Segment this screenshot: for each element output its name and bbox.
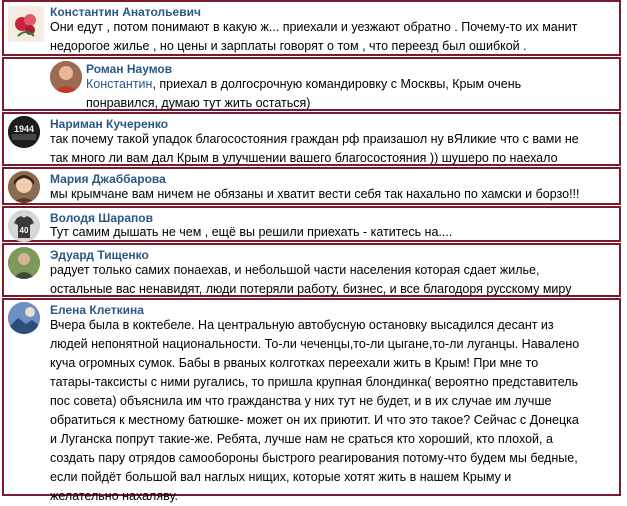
- comment-text: [50, 316, 579, 506]
- comment-text: [86, 75, 521, 113]
- comment-line: создать пару отрядов самообороны быстрого реагирования потому-что будем мы бедные,: [50, 451, 578, 465]
- rose-avatar-icon: [8, 6, 44, 42]
- comment-line: мы крымчане вам ничем не обязаны и хватит вести себя так нахально по хамски и борзо!!!: [50, 187, 580, 201]
- comment-author[interactable]: Эдуард Тищенко: [50, 248, 149, 262]
- comment-line: если пойдёт большой вал наглых нищих, которые хотят жить в нашем Крыму и: [50, 470, 512, 484]
- comment-author[interactable]: Роман Наумов: [86, 62, 173, 76]
- comment-line: обратиться к местному батюшке- может он их приютит. И что это такое? Сейчас с Донецка: [50, 413, 579, 427]
- person-avatar-icon: [8, 247, 40, 279]
- avatar[interactable]: [8, 116, 40, 148]
- comment-line: людей непонятной национальности. То-ли чеченцы,то-ли цыгане,то-ли луганцы. Навалено: [50, 337, 580, 351]
- avatar-badge-text: 1944: [13, 124, 35, 134]
- comment-text: [50, 223, 452, 242]
- avatar-badge-text: 40: [19, 226, 29, 235]
- comment-line: радует только самих понаехав, и небольшой части населения которая сдает жилье,: [50, 263, 540, 277]
- avatar[interactable]: [8, 247, 40, 279]
- comment-author[interactable]: Елена Клеткина: [50, 303, 144, 317]
- comment-card: [2, 298, 621, 503]
- person-avatar-icon: [50, 61, 82, 93]
- comment-text: [50, 130, 579, 168]
- comment-line: пос совета) объяснила им что гражданства у них тут не будет, и в их случае им лучше: [50, 394, 552, 408]
- person-avatar-icon: [8, 171, 40, 203]
- avatar[interactable]: [8, 171, 40, 203]
- comment-card: [2, 206, 621, 242]
- comment-text: [50, 261, 571, 299]
- comment-line: остальные вас ненавидят, люди потеряли работу, бизнес, и все благодоря русскому миру: [50, 282, 572, 296]
- comment-line: [86, 75, 521, 94]
- comment-card: [2, 243, 621, 297]
- landscape-avatar-icon: [8, 302, 40, 334]
- comment-card: [2, 0, 621, 56]
- comment-card: [2, 112, 621, 166]
- comment-line: Вчера была в коктебеле. На центральную автобусную остановку высадился десант из: [50, 318, 554, 332]
- comment-card-reply: [2, 57, 621, 111]
- comment-author[interactable]: Мария Джаббарова: [50, 172, 166, 186]
- comment-line: понравился, думаю тут жить остаться): [86, 96, 311, 110]
- comment-line: недорогое жилье , но цены и зарплаты говорят о том , что переезд был ошибкой .: [50, 39, 527, 53]
- avatar[interactable]: [50, 61, 82, 93]
- comment-line: Тут самим дышать не чем , ещё вы решили приехать - катитесь на....: [50, 225, 453, 239]
- year-badge-avatar-icon: [8, 116, 40, 148]
- tshirt-avatar-icon: [8, 210, 40, 242]
- comment-line: так почему такой упадок благосостояния граждан рф праизашол ну вЯликие что с вами не: [50, 132, 579, 146]
- comment-line: татары-таксисты с ними ругались, то пришла крупная блондинка( вероятно представитель: [50, 375, 579, 389]
- avatar[interactable]: [8, 302, 40, 334]
- comment-line: куча огромных сумок. Бабы в рваных колготках переехали жить в Крым! При мне то: [50, 356, 539, 370]
- comment-text: [50, 18, 577, 56]
- comment-line: желательно нахаляву.: [50, 489, 178, 503]
- comment-line: и Луганска попрут такие-же. Ребята, лучше нам не сраться кто хороший, кто плохой, а: [50, 432, 553, 446]
- comment-text: [50, 185, 580, 204]
- comment-line: так много ли вам дал Крым в улучшении вашего благосостояния )) шушеро по наехало: [50, 151, 558, 165]
- avatar[interactable]: [8, 6, 44, 42]
- avatar[interactable]: [8, 210, 40, 242]
- comment-author[interactable]: Нариман Кучеренко: [50, 117, 169, 131]
- comment-card: [2, 167, 621, 205]
- comment-line: Они едут , потом понимают в какую ж... приехали и уезжают обратно . Почему-то их манит: [50, 20, 578, 34]
- comment-author[interactable]: Константин Анатольевич: [50, 5, 201, 19]
- reply-addressee-link[interactable]: Константин: [86, 77, 153, 91]
- comment-author[interactable]: Володя Шарапов: [50, 211, 153, 225]
- comment-line-text: , приехал в долгосрочную командировку с Москвы, Крым очень: [152, 77, 522, 91]
